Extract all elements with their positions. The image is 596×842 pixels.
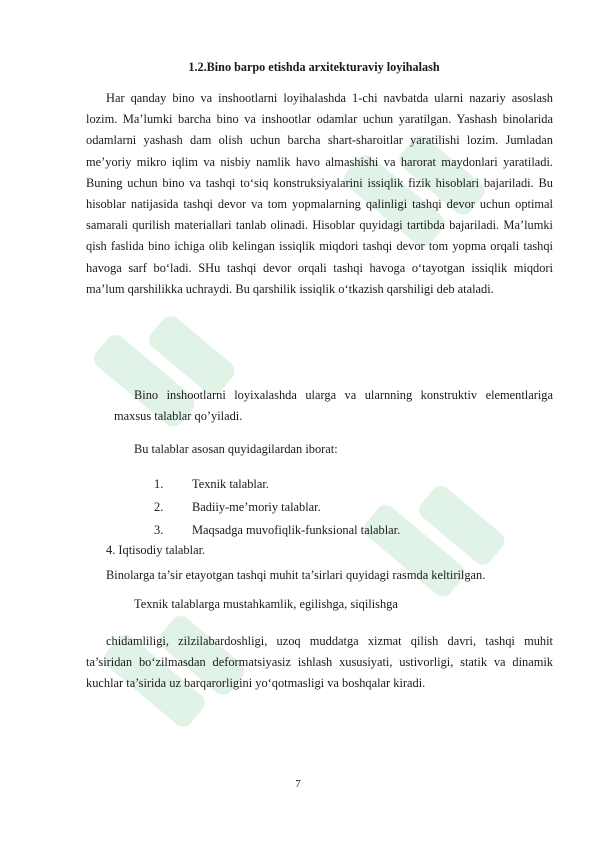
list-item-text: Badiiy-me’moriy talablar. [192, 500, 321, 514]
section-heading: 1.2.Bino barpo etishda arxitekturaviy loyihalash [188, 60, 440, 74]
list-item-number: 3. [154, 523, 164, 537]
list-item-text: Maqsadga muvofiqlik-funksional talablar. [192, 523, 401, 537]
paragraph-list-intro: Bu talablar asosan quyidagilardan iborat: [134, 442, 338, 456]
paragraph-technical-details: chidamliligi, zilzilabardoshligi, uzoq muddatga xizmat qilish davri, tashqi muhit ta’siridan bo‘zilmasdan deformatsiyasiz ishlash xususiyati, ustivorligi, statik va dinamik kuchlar ta’sirida uz barqarorligini yo‘qotmasligi va boshqalar kiradi. [86, 634, 553, 691]
list-item [154, 496, 400, 519]
list-item-economic: 4. Iqtisodiy talablar. [106, 543, 206, 557]
list-item-number: 2. [154, 500, 164, 514]
requirements-list [154, 473, 400, 542]
paragraph-intro: Har qanday bino va inshootlarni loyihalashda 1-chi navbatda ularni nazariy asoslash lozim. Ma’lumki barcha bino va inshootlar odamlar uchun yaratilgan. Yashash binolarida odamlarni yashash dam olish uchun barcha shart-sharoitlar yaratilishi lozim. Jumladan me’yoriy mikro iqlim va nisbiy namlik havo almashishi va harorat maydonlari yaratiladi. Buning uchun bino va tashqi to‘siq konstruksiyalarini issiqlik fizik hisoblari bajariladi. Bu hisoblar natijasida tashqi devor va tom yopmalarning qalinligi tashqi devor uchun optimal samarali qurilish materiallari tanlab olinadi. Hisoblar quyidagi tartibda bajariladi. Ma’lumki qish faslida bino ichiga olib kelingan issiqlik miqdori tashqi devor tom yopma orqali tashqi havoga sarf bo‘ladi. SHu tashqi devor orqali tashqi havoga o‘tayotgan issiqlik miqdori ma’lum qarshilikka uchraydi. Bu qarshilik issiqlik o‘tkazish qarshiligi deb ataladi. [86, 91, 553, 296]
list-item [154, 519, 400, 542]
paragraph-requirements: Bino inshootlarni loyixalashda ularga va ularnning konstruktiv elementlariga maxsus talablar qo’yiladi. [114, 388, 553, 424]
list-item-text: Texnik talablar. [192, 477, 269, 491]
paragraph-external-effects: Binolarga ta’sir etayotgan tashqi muhit ta’sirlari quyidagi rasmda keltirilgan. [106, 568, 486, 582]
page-number: 7 [295, 778, 301, 790]
paragraph-technical-intro: Texnik talablarga mustahkamlik, egilishga, siqilishga [134, 597, 398, 611]
list-item-number: 1. [154, 477, 164, 491]
list-item [154, 473, 400, 496]
